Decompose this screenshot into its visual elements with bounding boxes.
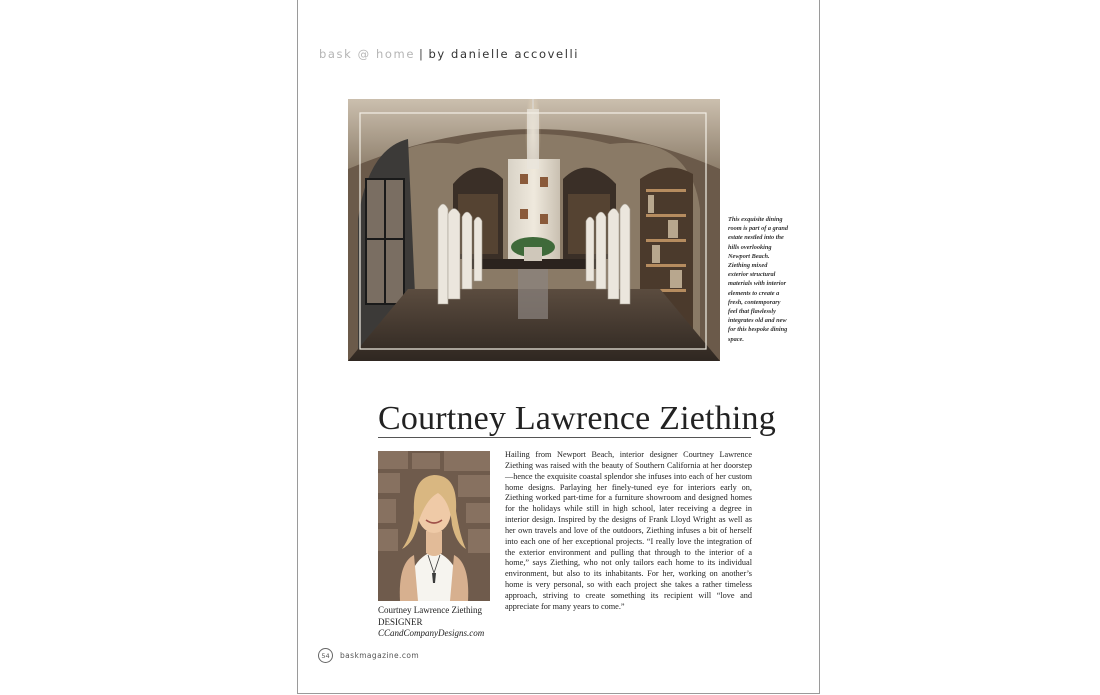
footer-site-link[interactable]: baskmagazine.com: [340, 651, 420, 660]
title-rule: [378, 437, 751, 438]
article-title: Courtney Lawrence Ziething: [378, 400, 776, 437]
header-separator: |: [419, 47, 425, 61]
article-body: Hailing from Newport Beach, interior designer Courtney Lawrence Ziething was raised with the beauty of Southern California at her doorstep—hence the exquisite coastal splendor she infuses into each of her custom home designs. Parlaying her finely-tuned eye for interiors early on, Ziething worked part-time for a furniture showroom and designed homes for the holidays while still in high school, later receiving a degree in interior design. Inspired by the designs of Frank Lloyd Wright as well as her own travels and love of the outdoors, Ziething infuses a bit of herself into each one of her exceptional projects. “I really love the integration of the exterior environment and pulling that through to the interior of a home,” says Ziething, who not only tailors each home to its individual environment, but also to its inhabitants. For her, working on another’s home is very personal, so with each project she takes a rather timeless approach, striving to create something its recipient will “love and appreciate for many years to come.”: [505, 450, 752, 611]
author-byline: by danielle accovelli: [428, 47, 580, 61]
designer-name: Courtney Lawrence Ziething: [378, 605, 482, 615]
portrait-credit: [378, 605, 484, 640]
section-brand: bask @ home: [319, 47, 416, 61]
photo-caption: This exquisite dining room is part of a grand estate nestled into the hills overlooking Newport Beach. Ziething mixed exterior structural materials with interior elements to create a fresh, contemporary feel that flawlessly integrates old and new for this bespoke dining space.: [728, 216, 789, 343]
designer-role: DESIGNER: [378, 616, 423, 627]
page-footer: [318, 648, 419, 663]
page-number: 54: [318, 648, 333, 663]
designer-website[interactable]: CCandCompanyDesigns.com: [378, 628, 485, 638]
magazine-page: [297, 0, 820, 694]
designer-portrait: [378, 451, 490, 601]
section-header: [319, 47, 579, 61]
dining-room-photo: [348, 99, 720, 361]
